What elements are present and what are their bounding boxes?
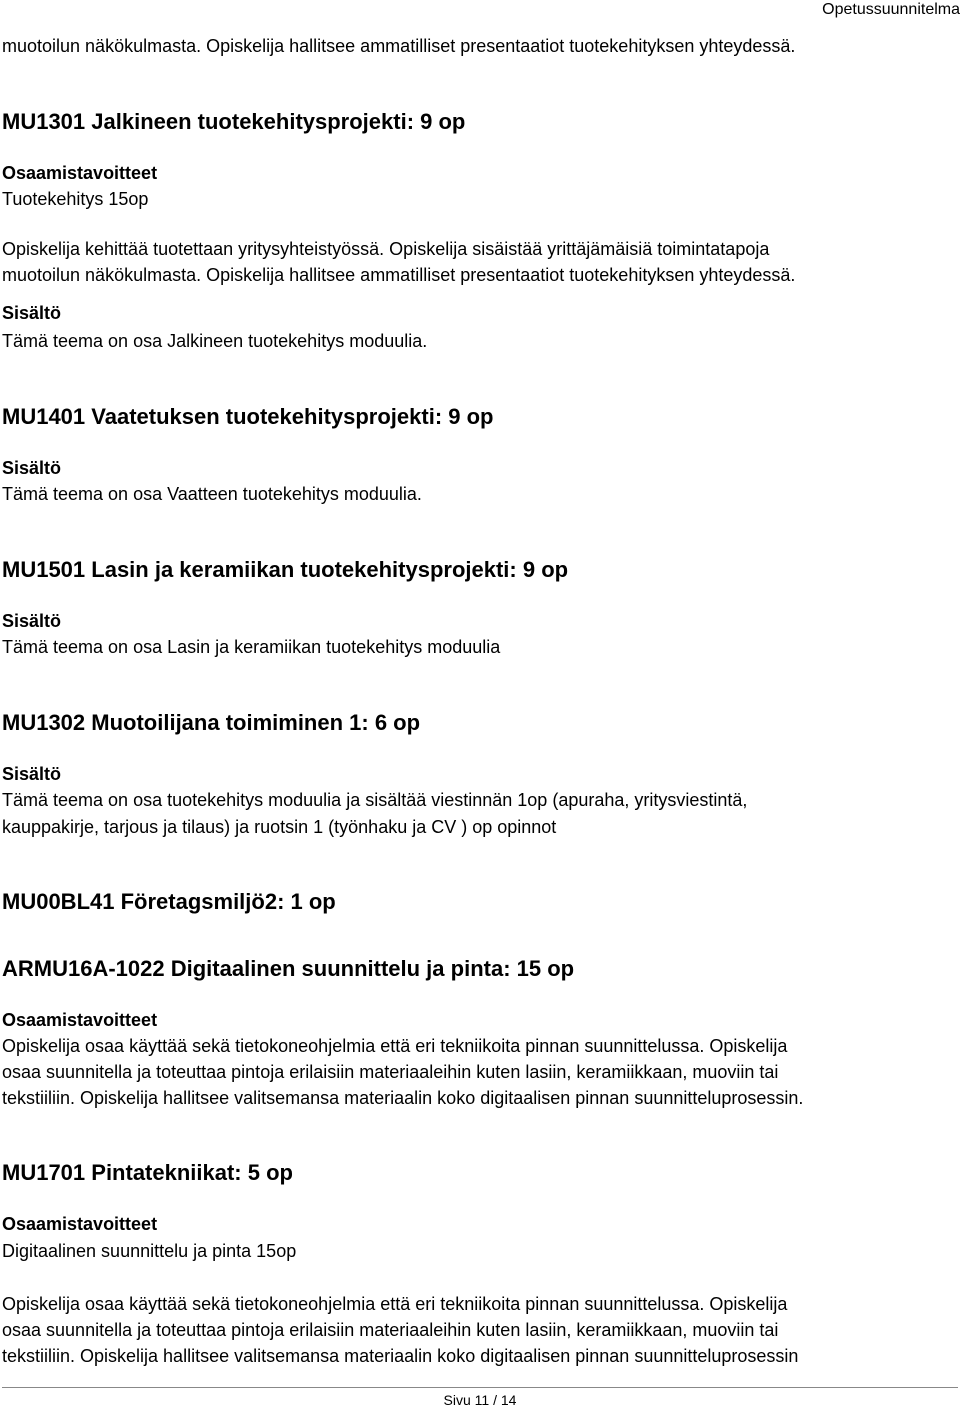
mu1701-line2: osaa suunnitella ja toteuttaa pintoja erilaisiin materiaaleihin kuten lasiin, keramiikkaan, muoviin tai xyxy=(2,1320,779,1340)
mu1301-title: MU1301 Jalkineen tuotekehitysprojekti: 9 op xyxy=(2,109,466,134)
mu1301-content-label: Sisältö xyxy=(2,303,62,323)
mu1301-goals-sub: Tuotekehitys 15op xyxy=(2,189,149,209)
mu1302-title: MU1302 Muotoilijana toimiminen 1: 6 op xyxy=(2,710,421,735)
mu1401-content-label: Sisältö xyxy=(2,458,62,478)
mu1501-content-label: Sisältö xyxy=(2,611,62,631)
armu16a-title: ARMU16A-1022 Digitaalinen suunnittelu ja pinta: 15 op xyxy=(2,956,575,981)
document-header-title: Opetussuunnitelma xyxy=(822,1,960,18)
mu1301-content-text: Tämä teema on osa Jalkineen tuotekehitys moduulia. xyxy=(2,331,428,351)
mu1701-goals-label: Osaamistavoitteet xyxy=(2,1214,158,1234)
mu1401-content-text: Tämä teema on osa Vaatteen tuotekehitys moduulia. xyxy=(2,484,422,504)
mu1302-content-line2: kauppakirje, tarjous ja tilaus) ja ruotsin 1 (työnhaku ja CV ) op opinnot xyxy=(2,817,557,837)
mu1401-title: MU1401 Vaatetuksen tuotekehitysprojekti: 9 op xyxy=(2,404,494,429)
mu00bl41-title: MU00BL41 Företagsmiljö2: 1 op xyxy=(2,889,336,914)
mu1302-content-line1: Tämä teema on osa tuotekehitys moduulia ja sisältää viestinnän 1op (apuraha, yritysviestintä, xyxy=(2,790,748,810)
mu1301-goals-line1: Opiskelija kehittää tuotettaan yritysyhteistyössä. Opiskelija sisäistää yrittäjämäisiä toimintatapoja xyxy=(2,239,770,259)
mu1501-content-text: Tämä teema on osa Lasin ja keramiikan tuotekehitys moduulia xyxy=(2,637,501,657)
mu1701-line3: tekstiiliin. Opiskelija hallitsee valitsemansa materiaalin koko digitaalisen pinnan suunnitteluprosessin xyxy=(2,1346,799,1366)
mu1302-content-label: Sisältö xyxy=(2,764,62,784)
mu1301-goals-line2: muotoilun näkökulmasta. Opiskelija hallitsee ammatilliset presentaatiot tuotekehityksen yhteydessä. xyxy=(2,265,796,285)
armu16a-goals-label: Osaamistavoitteet xyxy=(2,1010,158,1030)
armu16a-line2: osaa suunnitella ja toteuttaa pintoja erilaisiin materiaaleihin kuten lasiin, keramiikkaan, muoviin tai xyxy=(2,1062,779,1082)
mu1701-goals-sub: Digitaalinen suunnittelu ja pinta 15op xyxy=(2,1241,297,1261)
mu1701-title: MU1701 Pintatekniikat: 5 op xyxy=(2,1160,293,1185)
mu1301-goals-label: Osaamistavoitteet xyxy=(2,163,158,183)
mu1701-line1: Opiskelija osaa käyttää sekä tietokoneohjelmia että eri tekniikoita pinnan suunnittelussa. Opiskelija xyxy=(2,1294,788,1314)
footer-divider xyxy=(2,1387,958,1388)
armu16a-line1: Opiskelija osaa käyttää sekä tietokoneohjelmia että eri tekniikoita pinnan suunnittelussa. Opiskelija xyxy=(2,1036,788,1056)
mu1501-title: MU1501 Lasin ja keramiikan tuotekehitysprojekti: 9 op xyxy=(2,557,569,582)
armu16a-line3: tekstiiliin. Opiskelija hallitsee valitsemansa materiaalin koko digitaalisen pinnan suunnitteluprosessin. xyxy=(2,1088,804,1108)
page-number: Sivu 11 / 14 xyxy=(443,1392,517,1408)
intro-text: muotoilun näkökulmasta. Opiskelija hallitsee ammatilliset presentaatiot tuotekehityksen yhteydessä. xyxy=(2,36,796,56)
